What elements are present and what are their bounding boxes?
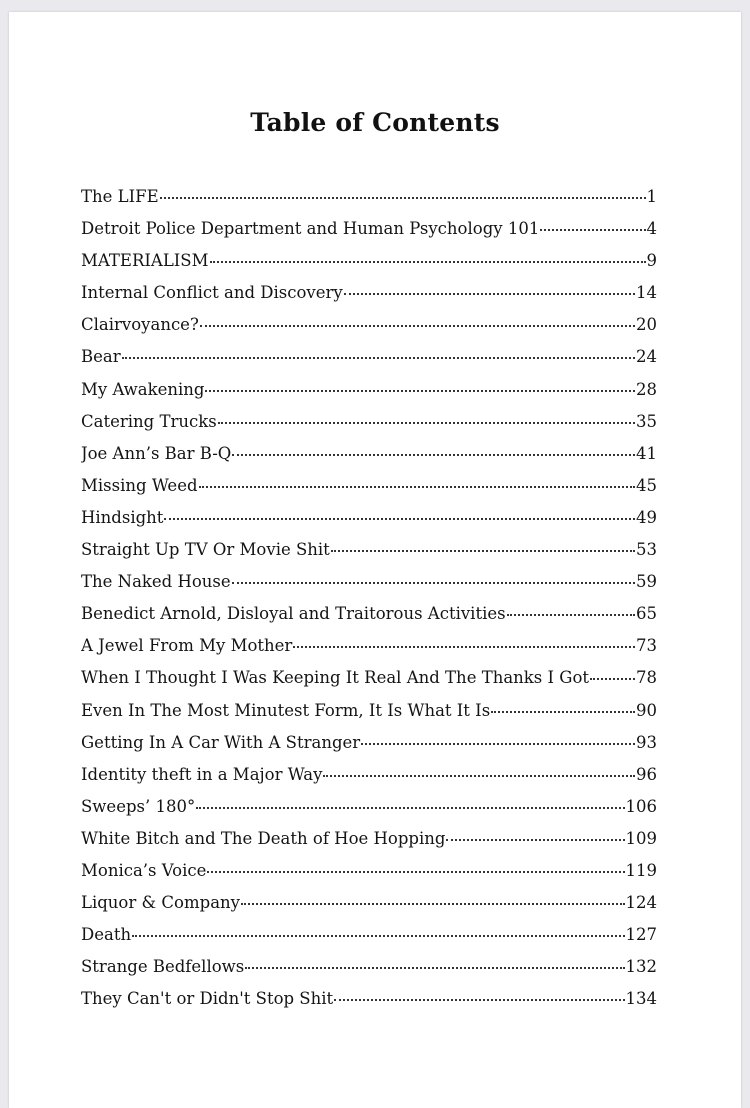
toc-entry-title: MATERIALISM	[81, 251, 209, 271]
toc-entry-title: Joe Ann’s Bar B-Q	[81, 443, 232, 463]
toc-page-number: 28	[636, 379, 657, 399]
toc-page-number: 9	[646, 251, 657, 271]
document-page	[9, 12, 741, 1108]
toc-entry-title: Catering Trucks	[81, 411, 217, 431]
toc-entry-title: My Awakening	[81, 379, 205, 399]
toc-entry[interactable]	[81, 315, 657, 347]
dot-leader	[590, 678, 635, 680]
toc-page-number: 109	[625, 828, 657, 848]
toc-page-number: 96	[636, 764, 657, 784]
toc-page-number: 59	[636, 572, 657, 592]
dot-leader	[205, 390, 635, 392]
toc-entry[interactable]	[81, 893, 657, 925]
toc-entry-title: The Naked House	[81, 572, 231, 592]
toc-entry[interactable]	[81, 380, 657, 412]
toc-entry-title: Monica’s Voice	[81, 860, 207, 880]
toc-entry-title: White Bitch and The Death of Hoe Hopping	[81, 828, 446, 848]
toc-entry-title: Strange Bedfellows	[81, 957, 245, 977]
toc-entry[interactable]	[81, 701, 657, 733]
toc-entry[interactable]	[81, 765, 657, 797]
dot-leader	[491, 711, 635, 713]
toc-entry[interactable]	[81, 283, 657, 315]
dot-leader	[344, 293, 635, 295]
toc-page-number: 106	[625, 796, 657, 816]
dot-leader	[241, 903, 625, 905]
dot-leader	[164, 518, 635, 520]
toc-page-number: 20	[636, 315, 657, 335]
toc-entry-title: Death	[81, 925, 132, 945]
toc-page-number: 134	[625, 989, 657, 1009]
toc-page-number: 119	[625, 860, 657, 880]
toc-page-number: 124	[625, 893, 657, 913]
dot-leader	[507, 614, 635, 616]
toc-entry[interactable]	[81, 797, 657, 829]
toc-entry[interactable]	[81, 733, 657, 765]
toc-entry[interactable]	[81, 219, 657, 251]
toc-entry-title: Straight Up TV Or Movie Shit	[81, 540, 330, 560]
toc-entry[interactable]	[81, 668, 657, 700]
toc-entry-title: Liquor & Company	[81, 893, 240, 913]
toc-entry-title: When I Thought I Was Keeping It Real And The Thanks I Got	[81, 668, 590, 688]
toc-page-number: 65	[636, 604, 657, 624]
toc-entry-title: Clairvoyance?	[81, 315, 199, 335]
toc-entry[interactable]	[81, 412, 657, 444]
toc-page-number: 45	[636, 475, 657, 495]
toc-entry[interactable]	[81, 251, 657, 283]
toc-entry[interactable]	[81, 989, 657, 1021]
toc-entry-title: Getting In A Car With A Stranger	[81, 732, 361, 752]
toc-page-number: 24	[636, 347, 657, 367]
dot-leader	[334, 999, 624, 1001]
dot-leader	[323, 775, 635, 777]
dot-leader	[196, 807, 624, 809]
dot-leader	[207, 871, 624, 873]
dot-leader	[160, 197, 646, 199]
toc-page-number: 90	[636, 700, 657, 720]
toc-entry[interactable]	[81, 957, 657, 989]
dot-leader	[132, 935, 624, 937]
toc-entry[interactable]	[81, 925, 657, 957]
toc-list	[81, 187, 657, 1021]
toc-entry[interactable]	[81, 829, 657, 861]
dot-leader	[245, 967, 624, 969]
toc-page-number: 14	[636, 283, 657, 303]
toc-entry-title: Benedict Arnold, Disloyal and Traitorous Activities	[81, 604, 506, 624]
toc-page-number: 35	[636, 411, 657, 431]
dot-leader	[122, 357, 635, 359]
dot-leader	[361, 743, 635, 745]
dot-leader	[293, 646, 635, 648]
toc-entry[interactable]	[81, 636, 657, 668]
toc-entry[interactable]	[81, 347, 657, 379]
toc-entry[interactable]	[81, 861, 657, 893]
toc-entry-title: Bear	[81, 347, 121, 367]
toc-entry[interactable]	[81, 540, 657, 572]
dot-leader	[331, 550, 635, 552]
toc-page-number: 1	[646, 187, 657, 206]
toc-page-number: 53	[636, 540, 657, 560]
toc-entry-title: A Jewel From My Mother	[81, 636, 293, 656]
toc-entry[interactable]	[81, 604, 657, 636]
toc-page-number: 41	[636, 443, 657, 463]
toc-entry[interactable]	[81, 187, 657, 219]
toc-page-number: 132	[625, 957, 657, 977]
toc-entry-title: The LIFE	[81, 187, 159, 206]
toc-entry[interactable]	[81, 508, 657, 540]
dot-leader	[218, 422, 635, 424]
toc-entry-title: They Can't or Didn't Stop Shit	[81, 989, 334, 1009]
dot-leader	[232, 454, 635, 456]
toc-entry-title: Missing Weed	[81, 475, 198, 495]
toc-page-number: 49	[636, 507, 657, 527]
toc-page-number: 127	[625, 925, 657, 945]
toc-entry-title: Internal Conflict and Discovery	[81, 283, 343, 303]
toc-page-number: 73	[636, 636, 657, 656]
dot-leader	[540, 229, 645, 231]
toc-entry-title: Identity theft in a Major Way	[81, 764, 323, 784]
toc-entry-title: Detroit Police Department and Human Psychology 101	[81, 219, 540, 239]
toc-entry[interactable]	[81, 444, 657, 476]
dot-leader	[210, 261, 646, 263]
toc-entry-title: Even In The Most Minutest Form, It Is What It Is	[81, 700, 491, 720]
dot-leader	[446, 839, 624, 841]
toc-entry[interactable]	[81, 572, 657, 604]
dot-leader	[199, 486, 635, 488]
toc-page-number: 93	[636, 732, 657, 752]
dot-leader	[232, 582, 635, 584]
toc-entry-title: Hindsight	[81, 507, 164, 527]
page-title: Table of Contents	[250, 108, 500, 137]
toc-page-number: 4	[646, 219, 657, 239]
toc-page-number: 78	[636, 668, 657, 688]
toc-entry-title: Sweeps’ 180°	[81, 796, 196, 816]
toc-entry[interactable]	[81, 476, 657, 508]
dot-leader	[200, 325, 635, 327]
